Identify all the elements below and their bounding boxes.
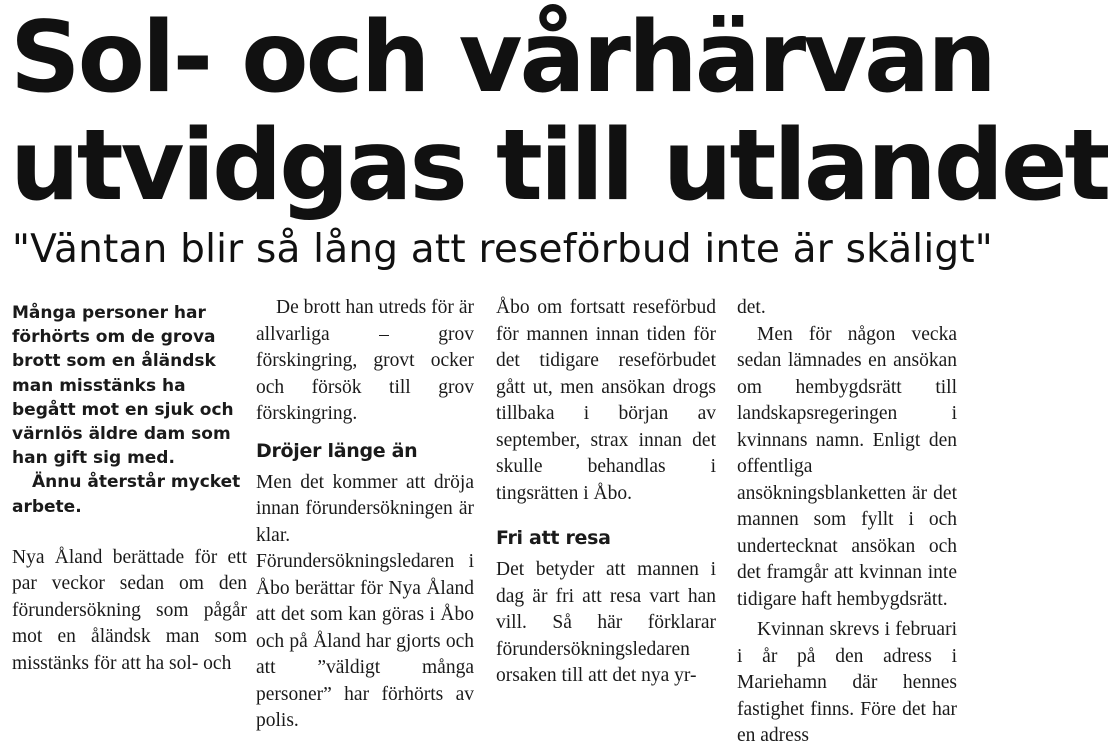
body-paragraph: Åbo om fortsatt reseförbud för mannen innan tiden för det tidigare reseförbudet gått ut, men ansökan drogs tillbaka i början av september, strax innan det skulle behandlas i tingsrätten i Åbo. [496, 297, 716, 504]
body-paragraph: Men det kommer att dröja innan förundersökningen är klar. Förundersökningsledaren i Åbo berättar för Nya Åland att det som kan göras i Åbo och på Åland har gjorts och att ”väldigt många personer” har förhörts av polis. [256, 471, 474, 731]
article-headline [10, 1, 1108, 223]
body-paragraph: det. [737, 297, 766, 318]
lead-paragraph-2: Ännu återstår mycket arbete. [12, 472, 241, 517]
article-subheading: "Väntan blir så lång att reseförbud inte är skäligt" [12, 227, 993, 272]
body-paragraph: Det betyder att mannen i dag är fri att resa vart han vill. Så här förklarar förundersökningsledaren orsaken till att det nya yr- [496, 559, 716, 686]
headline-line-2: utvidgas till utlandet [10, 109, 1108, 223]
lead-paragraph: Många personer har förhörts om de grova brott som en åländsk man misstänks ha begått mot en sjuk och värnlös äldre dam som han gift sig med. [12, 303, 234, 469]
column-3 [496, 295, 716, 690]
body-paragraph: Men för någon vecka sedan lämnades en ansökan om hembygdsrätt till landskapsregeringen i kvinnans namn. Enligt den offentliga ansökningsblanketten är det mannen som fyllt i och undertecknat ansökan och det framgår att kvinnan inte tidigare haft hembygdsrätt. [737, 323, 957, 610]
column-1 [12, 295, 247, 677]
body-paragraph: Kvinnan skrevs i februari i år på den adress i Mariehamn där hennes fastighet finns. Före det har en adress [737, 619, 957, 746]
section-heading: Dröjer länge än [256, 439, 418, 462]
body-paragraph: Nya Åland berättade för ett par veckor sedan om den förundersökning som pågår mot en åländsk man som misstänks för att ha sol- och [12, 546, 247, 674]
column-2 [256, 295, 474, 735]
section-heading: Fri att resa [496, 527, 611, 549]
body-paragraph: De brott han utreds för är allvarliga – grov förskingring, grovt ocker och försök till grov förskingring. [256, 297, 474, 424]
headline-line-1: Sol- och vårhärvan [10, 1, 994, 115]
column-4 [737, 295, 957, 750]
